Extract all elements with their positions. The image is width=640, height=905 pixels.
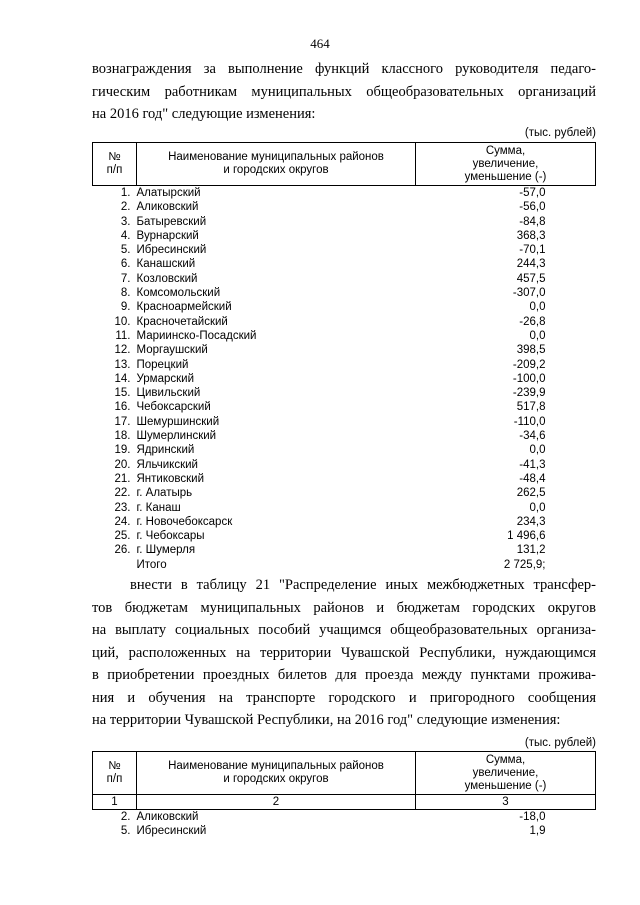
column-number: 2 — [137, 795, 416, 810]
row-number: 10. — [114, 315, 131, 328]
intro-line: вознаграждения за выполнение функций классного руководителя педаго- — [92, 61, 596, 77]
district-name: Чебоксарский — [136, 401, 211, 414]
amount-value: -70,1 — [519, 244, 546, 257]
district-name: Ядринский — [136, 444, 195, 457]
header-name-line: Наименование муниципальных районов — [168, 151, 384, 163]
header-sum-line: увеличение, — [472, 157, 539, 170]
amount-value: -56,0 — [519, 201, 546, 214]
row-number: 2. — [120, 201, 131, 214]
table-row — [93, 501, 596, 515]
amount-value: -100,0 — [512, 372, 546, 385]
row-number: 24. — [114, 515, 131, 528]
total-spacer — [93, 558, 137, 572]
district-name: г. Чебоксары — [136, 530, 205, 543]
table-row — [93, 315, 596, 329]
header-num-line: № — [108, 151, 121, 163]
table-row — [93, 415, 596, 429]
amount-value: 517,8 — [516, 401, 546, 414]
header-num-line: п/п — [106, 164, 123, 176]
table2-header-row — [93, 752, 596, 795]
district-name: Цивильский — [136, 387, 201, 400]
table-row — [93, 329, 596, 343]
table1-header-row — [93, 143, 596, 186]
table-row — [93, 529, 596, 543]
district-name: г. Шумерля — [136, 544, 196, 557]
row-number: 22. — [114, 487, 131, 500]
header-name-line: Наименование муниципальных районов — [168, 760, 384, 772]
header-num — [93, 752, 137, 795]
middle-line: ния и обучения на транспорте городского и пригородного сообщения — [92, 689, 596, 706]
table-row — [93, 257, 596, 271]
header-num — [93, 143, 137, 186]
table-row — [93, 486, 596, 500]
row-number: 8. — [120, 287, 131, 300]
header-name-line: и городских округов — [223, 773, 329, 785]
amount-value: 262,5 — [516, 487, 546, 500]
table-row — [93, 272, 596, 286]
row-number: 18. — [114, 430, 131, 443]
amount-value: -209,2 — [512, 358, 546, 371]
intro-paragraph — [92, 58, 596, 126]
amount-value: 234,3 — [516, 515, 546, 528]
district-name: Козловский — [136, 272, 198, 285]
header-sum-line: увеличение, — [472, 766, 539, 779]
row-number: 11. — [115, 329, 131, 342]
amount-value: -239,9 — [512, 387, 546, 400]
table-row — [93, 515, 596, 529]
table1 — [92, 142, 596, 572]
table-row — [93, 400, 596, 414]
table-row — [93, 343, 596, 357]
table2-unit: (тыс. рублей) — [524, 737, 596, 749]
amount-value: 457,5 — [516, 272, 546, 285]
column-number: 1 — [93, 795, 137, 810]
header-sum-line: Сумма, — [485, 144, 526, 157]
district-name: Красноармейский — [136, 301, 232, 314]
column-number-row — [93, 795, 596, 810]
page-number: 464 — [310, 36, 330, 51]
row-number: 2. — [120, 811, 131, 823]
row-number: 9. — [120, 301, 131, 314]
amount-value: 131,2 — [516, 544, 546, 557]
district-name: Красночетайский — [136, 315, 228, 328]
table-row — [93, 458, 596, 472]
row-number: 13. — [114, 358, 131, 371]
header-num-line: № — [108, 760, 121, 772]
table-row — [93, 243, 596, 257]
district-name: г. Новочебоксарск — [136, 515, 233, 528]
table-row — [93, 429, 596, 443]
row-number: 21. — [114, 472, 131, 485]
table-row — [93, 543, 596, 557]
amount-value: 244,3 — [516, 258, 546, 271]
amount-value: 398,5 — [516, 344, 546, 357]
header-name — [137, 752, 416, 795]
row-number: 1. — [120, 187, 131, 199]
district-name: Урмарский — [136, 372, 195, 385]
district-name: г. Алатырь — [136, 487, 193, 500]
amount-value: -34,6 — [519, 430, 546, 443]
district-name: Шемуршинский — [136, 415, 220, 428]
row-number: 7. — [120, 272, 131, 285]
district-name: г. Канаш — [136, 501, 181, 514]
district-name: Алатырский — [136, 187, 201, 199]
amount-value: -307,0 — [512, 287, 546, 300]
row-number: 15. — [114, 387, 131, 400]
row-number: 3. — [120, 215, 131, 228]
amount-value: 0,0 — [529, 329, 546, 342]
table-row — [93, 300, 596, 314]
district-name: Янтиковский — [136, 472, 205, 485]
row-number: 17. — [114, 415, 131, 428]
amount-value: 0,0 — [529, 444, 546, 457]
middle-line: тов бюджетам муниципальных районов и бюджетам городских округов — [92, 599, 596, 616]
district-name: Батыревский — [136, 215, 207, 228]
table-row — [93, 372, 596, 386]
header-sum — [416, 143, 596, 186]
total-label: Итого — [136, 558, 167, 571]
row-number: 26. — [114, 544, 131, 557]
row-number: 25. — [114, 530, 131, 543]
table1-body — [93, 186, 596, 573]
amount-value: -18,0 — [519, 811, 546, 823]
district-name: Аликовский — [136, 811, 199, 823]
table-row — [93, 358, 596, 372]
middle-line: на выплату социальных пособий учащимся общеобразовательных организа- — [92, 622, 596, 638]
amount-value: 368,3 — [516, 229, 546, 242]
amount-value: -26,8 — [519, 315, 546, 328]
table-row — [93, 186, 596, 201]
table-row — [93, 443, 596, 457]
table-row — [93, 810, 596, 825]
row-number: 20. — [114, 458, 131, 471]
amount-value: 1,9 — [529, 825, 546, 838]
row-number: 12. — [114, 344, 131, 357]
total-value: 2 725,9; — [503, 558, 546, 571]
district-name: Моргаушский — [136, 344, 208, 357]
amount-value: -41,3 — [519, 458, 546, 471]
total-row — [93, 558, 596, 572]
table-row — [93, 472, 596, 486]
row-number: 23. — [114, 501, 131, 514]
table2-body — [93, 810, 596, 839]
row-number: 14. — [114, 372, 131, 385]
column-number: 3 — [416, 795, 596, 810]
middle-line: ций, расположенных на территории Чувашской Республики, нуждающимся — [92, 644, 596, 661]
intro-line: гическим работникам муниципальных общеобразовательных организаций — [92, 83, 596, 100]
row-number: 19. — [114, 444, 131, 457]
row-number: 4. — [120, 229, 131, 242]
row-number: 5. — [120, 825, 131, 838]
row-number: 5. — [120, 244, 131, 257]
header-sum — [416, 752, 596, 795]
amount-value: -57,0 — [519, 187, 546, 199]
header-sum-line: уменьшение (-) — [464, 779, 547, 792]
district-name: Канашский — [136, 258, 196, 271]
table-row — [93, 824, 596, 838]
district-name: Ибресинский — [136, 244, 207, 257]
district-name: Комсомольский — [136, 287, 221, 300]
table-row — [93, 386, 596, 400]
middle-line: внести в таблицу 21 "Распределение иных межбюджетных трансфер- — [130, 577, 596, 593]
amount-value: 0,0 — [529, 301, 546, 314]
table-row — [93, 215, 596, 229]
table1-unit: (тыс. рублей) — [524, 127, 596, 139]
amount-value: -48,4 — [519, 472, 546, 485]
amount-value: 0,0 — [529, 501, 546, 514]
district-name: Мариинско-Посадский — [136, 329, 257, 342]
district-name: Шумерлинский — [136, 430, 217, 443]
intro-line: на 2016 год" следующие изменения: — [92, 106, 316, 122]
table2 — [92, 751, 596, 839]
table-row — [93, 200, 596, 214]
amount-value: -110,0 — [513, 415, 546, 428]
table-row — [93, 286, 596, 300]
row-number: 6. — [120, 258, 131, 271]
header-name-line: и городских округов — [223, 164, 329, 176]
district-name: Яльчикский — [136, 458, 198, 471]
district-name: Порецкий — [136, 358, 189, 371]
middle-paragraph — [92, 574, 596, 732]
middle-line: в приобретении проездных билетов для проезда между пунктами прожива- — [92, 667, 596, 683]
row-number: 16. — [114, 401, 131, 414]
header-sum-line: Сумма, — [485, 753, 526, 766]
header-num-line: п/п — [106, 773, 123, 785]
header-sum-line: уменьшение (-) — [464, 170, 547, 183]
header-name — [137, 143, 416, 186]
amount-value: 1 496,6 — [507, 530, 546, 543]
district-name: Вурнарский — [136, 229, 199, 242]
district-name: Ибресинский — [136, 825, 207, 838]
district-name: Аликовский — [136, 201, 199, 214]
amount-value: -84,8 — [519, 215, 546, 228]
table-row — [93, 229, 596, 243]
middle-line: на территории Чувашской Республики, на 2016 год" следующие изменения: — [92, 712, 561, 728]
